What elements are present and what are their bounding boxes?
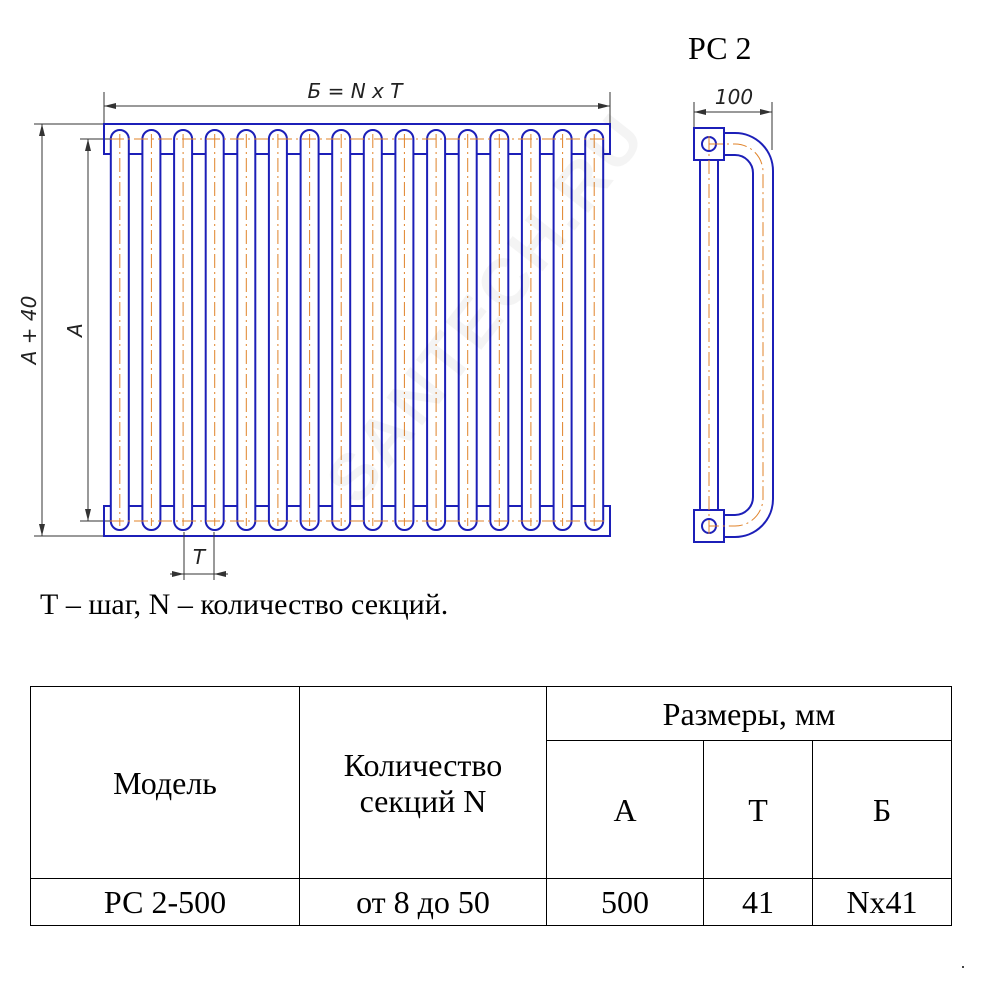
depth-label: 100 [714, 85, 754, 109]
specification-table [30, 686, 952, 926]
cell-sections: от 8 до 50 [300, 879, 547, 926]
width-dimension-label: Б = N x T [307, 79, 403, 103]
drawing-title: РС 2 [688, 30, 752, 66]
radiator-side-view [694, 85, 773, 542]
total-height-label: A + 40 [17, 295, 41, 365]
header-a: А [547, 741, 704, 879]
legend-note: Т – шаг, N – количество секций. [40, 588, 449, 621]
side-pipe-inner [724, 155, 753, 515]
side-pipe-outer [724, 133, 773, 537]
corner-mark [962, 966, 964, 968]
cell-a: 500 [547, 879, 704, 926]
cell-b: Nx41 [813, 879, 952, 926]
header-t: Т [704, 741, 813, 879]
cell-model: РС 2-500 [31, 879, 300, 926]
table-row [31, 879, 952, 926]
pitch-label: T [192, 545, 206, 569]
header-b: Б [813, 741, 952, 879]
header-dimensions-group: Размеры, мм [547, 687, 952, 741]
cell-t: 41 [704, 879, 813, 926]
header-sections: Количество секций N [300, 687, 547, 879]
header-model: Модель [31, 687, 300, 879]
height-label: A [63, 323, 87, 337]
